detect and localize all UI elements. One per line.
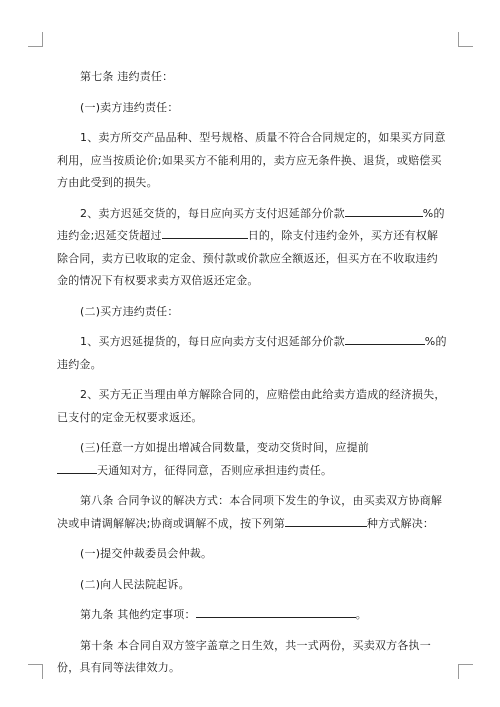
buyer-penalty-rate-blank[interactable] bbox=[345, 332, 425, 345]
seller-clause-2-part-b: %的违约金;迟延交货超过 bbox=[57, 206, 445, 242]
crop-mark-bottom-left bbox=[28, 664, 43, 679]
article-9-part-a: 第九条 其他约定事项： bbox=[80, 608, 196, 621]
buyer-clause-2: 2、买方无正当理由单方解除合同的，应赔偿由此给卖方造成的经济损失，已支付的定金无权要求返还。 bbox=[57, 388, 446, 424]
seller-clause-2 bbox=[57, 203, 447, 293]
notice-days-blank[interactable] bbox=[57, 461, 97, 474]
seller-liability-heading: (一)卖方违约责任： bbox=[80, 100, 179, 114]
crop-mark-bottom-right bbox=[458, 664, 473, 679]
other-matters-blank[interactable] bbox=[196, 605, 356, 618]
delay-days-blank[interactable] bbox=[162, 226, 248, 239]
either-party-part-a: (三)任意一方如提出增减合同数量，变动交货时间，应提前 bbox=[80, 441, 369, 454]
seller-clause-2-part-a: 2、卖方迟延交货的，每日应向买方支付迟延部分价款 bbox=[80, 206, 345, 220]
document-body bbox=[57, 66, 447, 688]
article-9-part-b: 。 bbox=[355, 608, 367, 621]
article-7-title: 第七条 违约责任： bbox=[80, 70, 174, 83]
buyer-liability-heading: (二)买方违约责任： bbox=[80, 304, 179, 318]
buyer-clause-1-part-a: 1、买方迟延提货的，每日应向卖方支付迟延部分价款 bbox=[80, 335, 345, 348]
buyer-clause-1 bbox=[57, 331, 447, 376]
crop-mark-top-left bbox=[28, 32, 43, 47]
article-9 bbox=[57, 604, 447, 627]
crop-mark-top-right bbox=[458, 32, 473, 47]
article-10: 第十条 本合同自双方签字盖章之日生效，共一式两份，买卖双方各执一份，具有同等法律效力。 bbox=[57, 638, 431, 674]
either-party-part-b: 天通知对方，征得同意，否则应承担违约责任。 bbox=[97, 463, 333, 477]
court-option: (二)向人民法院起诉。 bbox=[80, 577, 190, 591]
article-8 bbox=[57, 490, 447, 535]
seller-clause-1: 1、卖方所交产品品种、型号规格、质量不符合合同规定的，如果买方同意利用，应当按质论价;如果买方不能利用的，卖方应无条件换、退货，或赔偿买方由此受到的损失。 bbox=[57, 131, 446, 189]
article-8-part-a: 第八条 合同争议的解决方式：本合同项下发生的争议，由买卖双方协商解决或申请调解解决;协商或调解不成，按下列第 bbox=[57, 494, 443, 530]
penalty-rate-blank[interactable] bbox=[345, 204, 423, 217]
article-8-part-b: 种方式解决： bbox=[366, 516, 435, 530]
seller-clause-2-part-c: 日的，除支付违约金外，买方还有权解除合同，卖方已收取的定金、预付款或价款应全额返还，但买方在不收取违约金的情况下有权要求卖方双倍返还定金。 bbox=[57, 229, 439, 287]
buyer-clause-1-part-b: %的违约金。 bbox=[57, 335, 447, 371]
resolution-method-blank[interactable] bbox=[285, 514, 367, 527]
arbitration-option: (一)提交仲裁委员会仲裁。 bbox=[80, 547, 213, 560]
either-party-clause bbox=[57, 437, 447, 482]
